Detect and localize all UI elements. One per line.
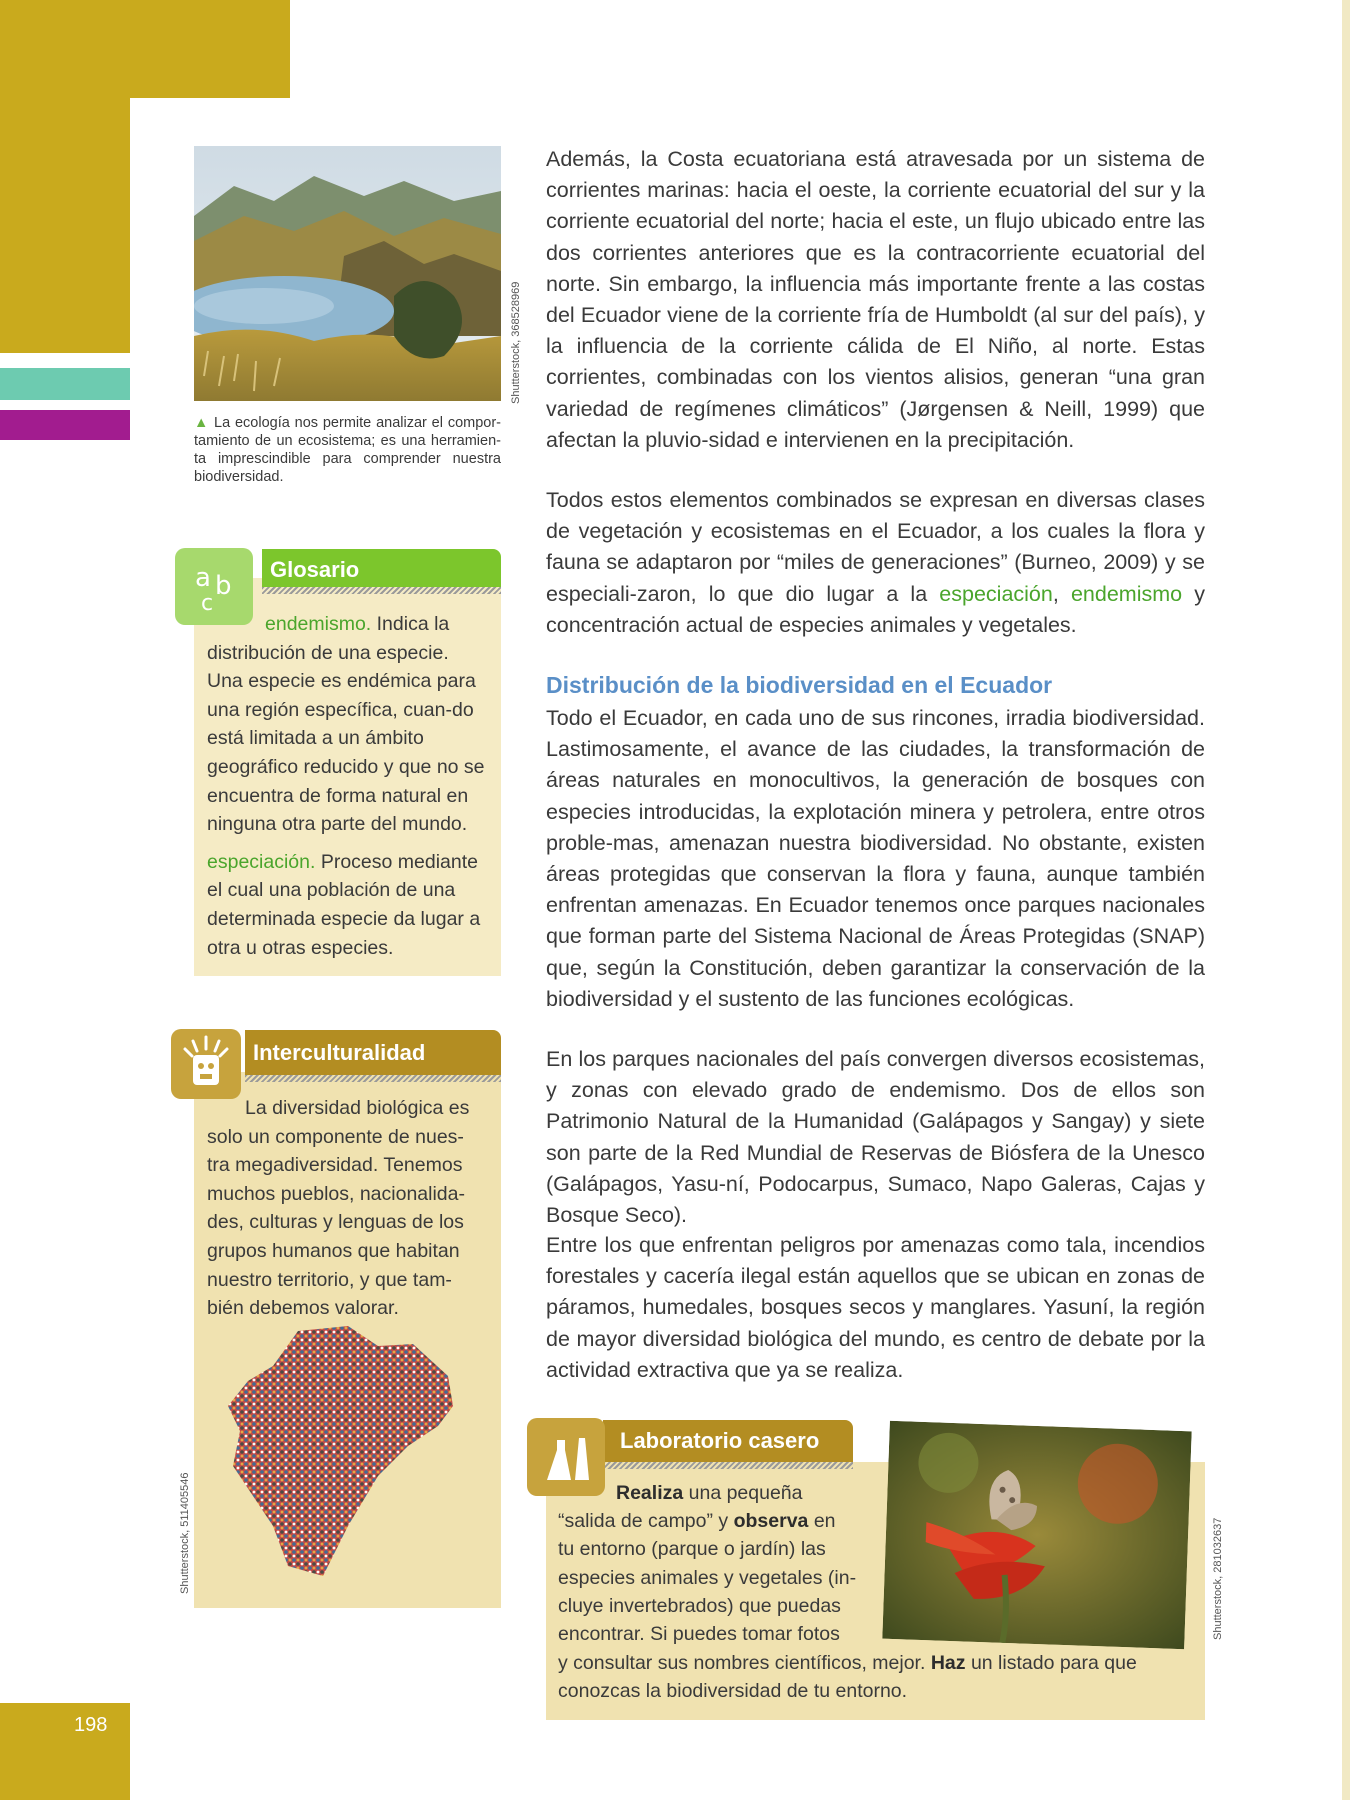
- comma: ,: [1052, 581, 1059, 606]
- paragraph-distribution: [546, 703, 1205, 1015]
- flask-icon: [527, 1418, 605, 1496]
- svg-text:a: a: [195, 563, 211, 593]
- paragraph-currents-text: Además, la Costa ecuatoriana está atravesada por un sistema de corrientes marinas: hacia el oeste, la corriente ecuatorial del sur y la corriente ecuatorial del norte; hacia el este, un flujo ubicado entre las dos corrientes anteriores que es la contracorriente ecuatorial del norte. Sin embargo, la influencia más importante frente a las costas del Ecuador viene de la corriente fría de Humboldt (al sur del país), y la influencia de la corriente cálida de El Niño, al norte. Estas corrientes, combinadas con los vientos alisios, generan “una gran variedad de regímenes climáticos” (Jørgensen & Neill, 1999) que afectan la pluvio-sidad e intervienen en la precipitación.: [546, 147, 1205, 452]
- lab-text-3: en: [813, 1510, 836, 1532]
- definition-endemismo: Indica la distribución de una especie. Una especie es endémica para una región específica, cuan-do está limitada a un ámbito geográfico reducido y que no se encuentra de forma natural en ninguna otra parte del mundo.: [207, 613, 485, 836]
- interculturality-title: Interculturalidad: [253, 1040, 426, 1065]
- lab-line-1: [616, 1479, 803, 1507]
- section-heading: Distribución de la biodiversidad en el Ecuador: [546, 672, 1053, 698]
- photo1-credit: Shutterstock, 368528969: [510, 281, 522, 404]
- magenta-tab: [0, 410, 130, 440]
- lab-line-8: conozcas la biodiversidad de tu entorno.: [558, 1680, 908, 1702]
- paragraph-threats-text: Entre los que enfrentan peligros por amenazas como tala, incendios forestales y cacería ilegal están aquellos que se ubican en zonas de páramos, humedales, bosques secos y manglares. Yasuní, la región de mayor diversidad biológica del mundo, es centro de debate por la actividad extractiva que ya se realiza.: [546, 1233, 1205, 1382]
- people-map-credit: Shutterstock, 511405546: [179, 1472, 191, 1594]
- paragraph-currents: [546, 144, 1205, 456]
- paragraph-ecosystems: [546, 485, 1205, 641]
- lab-text-1: una pequeña: [688, 1482, 803, 1504]
- mask-icon: [171, 1029, 241, 1099]
- paragraph-parks-text: En los parques nacionales del país convergen diversos ecosistemas, y zonas con elevado grado de endemismo. Dos de ellos son Patrimonio Natural de la Humanidad (Galápagos y Sangay) y siete son parte de la Red Mundial de Reservas de Biósfera de la Unesco (Galápagos, Yasu-ní, Podocarpus, Sumaco, Napo Galeras, Cajas y Bosque Seco).: [546, 1047, 1205, 1228]
- interculturality-text: La diversidad biológica es solo un componente de nues-tra megadiversidad. Tenemos muchos pueblos, nacionalida-des, culturas y lenguas de los grupos humanos que habitan nuestro territorio, y que tam-bién debemos valorar.: [207, 1097, 470, 1320]
- lab-line-2: [558, 1507, 836, 1535]
- photo1-caption: [194, 414, 501, 486]
- lab-line-3: tu entorno (parque o jardín) las: [558, 1538, 826, 1560]
- glossary-entry-endemismo: [207, 610, 485, 839]
- glossary-entry-especiacion: [207, 848, 485, 962]
- lab-line-4: especies animales y vegetales (in-: [558, 1567, 857, 1589]
- paragraph-threats: [546, 1230, 1205, 1386]
- lab-text-2: “salida de campo” y: [558, 1510, 729, 1532]
- glossary-entries: [207, 610, 485, 971]
- link-endemismo: endemismo: [1070, 581, 1183, 606]
- left-gold-band: [0, 98, 130, 353]
- svg-text:b: b: [215, 571, 232, 601]
- lab-text-9: un listado para que: [970, 1652, 1137, 1674]
- paragraph-ecosystems-text-a: Todos estos elementos combinados se expresan en diversas clases de vegetación y ecosistemas en el Ecuador, a los cuales la flora y fauna se adaptaron por “miles de generaciones” (Burneo, 2009) y se especiali-zaron, lo que dio lugar a la: [546, 488, 1205, 606]
- photo1-caption-text: La ecología nos permite analizar el compor-tamiento de un ecosistema; es una herramien-ta imprescindible para comprender nuestra biodiversidad.: [194, 415, 501, 485]
- page-number: 198: [74, 1714, 108, 1736]
- paragraph-ecosystems-text-b: y concentración actual de especies animales y vegetales.: [546, 581, 1205, 637]
- teal-tab: [0, 368, 130, 400]
- glossary-header-hatch: [262, 587, 501, 594]
- lab-line-5: cluye invertebrados) que puedas: [558, 1595, 841, 1617]
- right-page-edge: [1342, 0, 1350, 1800]
- term-endemismo: endemismo.: [265, 613, 372, 635]
- definition-especiacion: Proceso mediante el cual una población de una determinada especie da lugar a otra u otras especies.: [207, 850, 481, 959]
- paragraph-distribution-text: Todo el Ecuador, en cada uno de sus rincones, irradia biodiversidad. Lastimosamente, el avance de las ciudades, la transformación de áreas naturales en monocultivos, la generación de bosques con especies introducidas, la explotación minera y petrolera, entre otros proble-mas, amenazan nuestra biodiversidad. No obstante, existen áreas protegidas que conservan la flora y fauna, aunque también enfrentan amenazas. En Ecuador tenemos once parques nacionales que forman parte del Sistema Nacional de Áreas Protegidas (SNAP) que, según la Constitución, deben garantizar la conservación de la biodiversidad y el sustento de las funciones ecológicas.: [546, 706, 1205, 1011]
- home-lab-header-hatch: [603, 1462, 853, 1469]
- term-especiacion: especiación.: [207, 850, 316, 873]
- bottom-gold-band: [0, 1703, 130, 1800]
- paragraph-parks: [546, 1044, 1205, 1231]
- lab-text-8: y consultar sus nombres científicos, mejor.: [558, 1652, 926, 1674]
- butterfly-flower-photo: [882, 1421, 1191, 1649]
- ecuador-people-map-illustration: [228, 1326, 468, 1581]
- caption-triangle-icon: ▲: [194, 415, 210, 431]
- svg-text:c: c: [201, 591, 214, 616]
- verb-haz: Haz: [930, 1652, 966, 1674]
- lab-line-7: [558, 1649, 1137, 1677]
- top-gold-band: [0, 0, 290, 98]
- interculturality-header-hatch: [245, 1075, 501, 1082]
- link-especiacion: especiación: [939, 581, 1053, 606]
- verb-realiza: Realiza: [616, 1482, 684, 1504]
- verb-observa: observa: [733, 1510, 809, 1532]
- butterfly-photo-credit: Shutterstock, 281032637: [1212, 1517, 1224, 1640]
- glossary-title: Glosario: [270, 557, 360, 582]
- lab-line-6: encontrar. Si puedes tomar fotos: [558, 1623, 840, 1645]
- home-lab-title: Laboratorio casero: [620, 1428, 820, 1453]
- lake-landscape-photo: [194, 146, 501, 401]
